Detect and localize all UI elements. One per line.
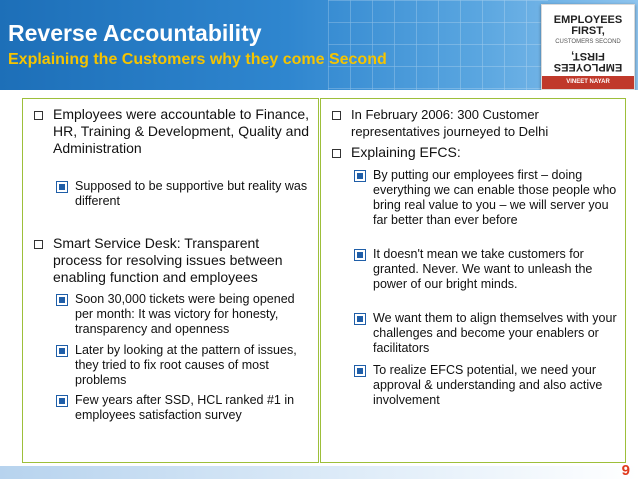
right-bullet-2-sub-4: To realize EFCS potential, we need your approval & understanding and also active involvement	[355, 363, 619, 408]
right-bullet-2-sub-2: It doesn't mean we take customers for granted. Never. We want to unleash the power of our bright minds.	[355, 247, 619, 292]
page-number: 9	[621, 462, 630, 479]
book-mirror-line2: FIRST,	[571, 50, 605, 62]
left-bullet-2-sub-3: Few years after SSD, HCL ranked #1 in employees satisfaction survey	[57, 393, 312, 423]
left-bullet-1: Employees were accountable to Finance, HR, Training & Development, Quality and Administration	[33, 106, 312, 157]
right-bullet-1: In February 2006: 300 Customer representatives journeyed to Delhi	[331, 106, 619, 140]
right-content-panel	[320, 98, 626, 463]
book-title-line2: FIRST,	[571, 25, 605, 37]
right-bullet-2: Explaining EFCS:	[331, 144, 619, 161]
slide-title: Reverse Accountability	[8, 20, 262, 46]
left-bullet-1-sub-1: Supposed to be supportive but reality was different	[57, 179, 312, 209]
header-grid-decoration	[328, 0, 548, 90]
slide-header	[0, 0, 638, 90]
book-author: VINEET NAYAR	[542, 76, 634, 89]
book-cover-image	[541, 4, 635, 90]
book-subtitle: CUSTOMERS SECOND	[555, 39, 621, 45]
slide-subtitle: Explaining the Customers why they come Second	[8, 51, 387, 68]
right-bullet-2-sub-1: By putting our employees first – doing everything we can enable those people who bring real value to you – we will server you far better than ever before	[355, 168, 619, 228]
left-bullet-2-sub-1: Soon 30,000 tickets were being opened per month: It was victory for honesty, transparency and openness	[57, 292, 312, 337]
book-mirror-line1: EMPLOYEES	[553, 61, 623, 73]
left-content-panel	[22, 98, 319, 463]
right-bullet-2-sub-3: We want them to align themselves with your challenges and become your enablers or facilitators	[355, 311, 619, 356]
book-mirror-title	[542, 50, 634, 72]
left-bullet-2: Smart Service Desk: Transparent process for resolving issues between enabling function and employees	[33, 235, 312, 286]
left-bullet-2-sub-2: Later by looking at the pattern of issues, they tried to fix root causes of most problems	[57, 343, 312, 388]
footer-bar	[0, 466, 638, 479]
book-title-line1: EMPLOYEES	[553, 14, 623, 26]
